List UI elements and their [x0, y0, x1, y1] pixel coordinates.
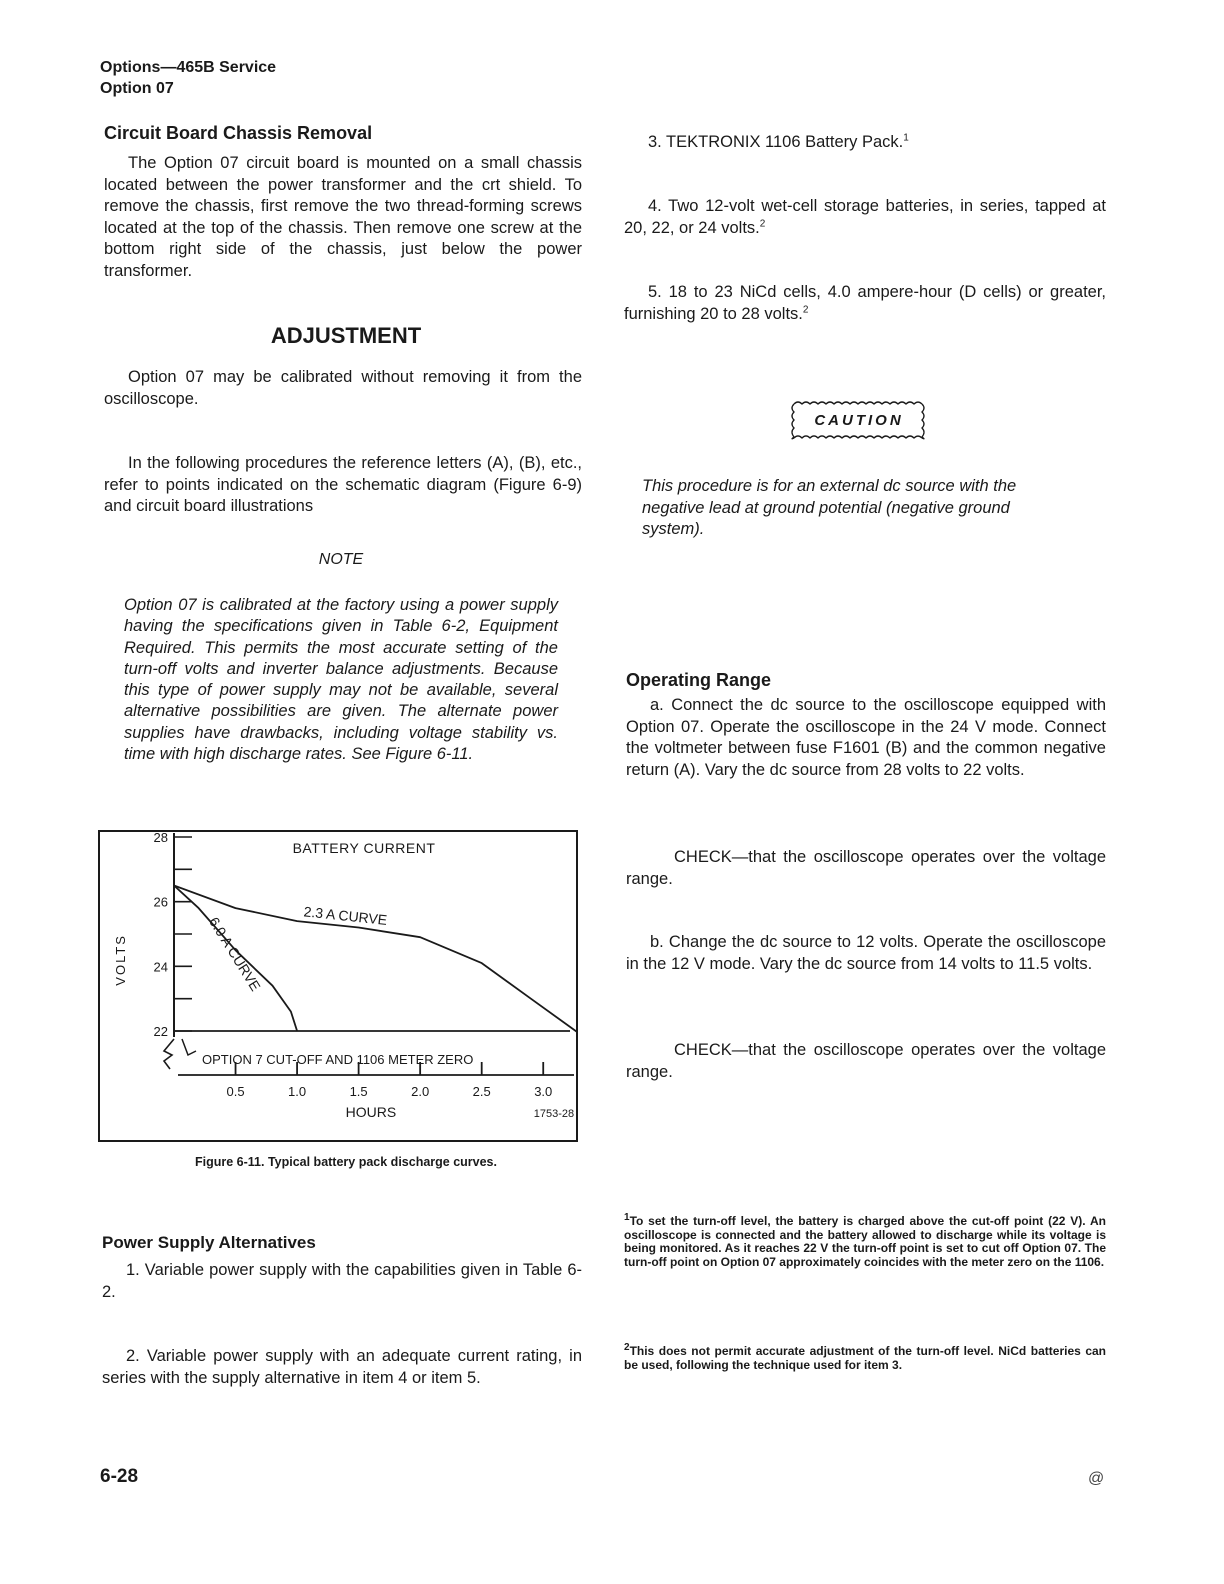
caution-label: CAUTION	[814, 412, 904, 429]
header-line-1: Options—465B Service	[100, 59, 277, 76]
figure-caption: Figure 6-11. Typical battery pack discharge curves.	[195, 1155, 497, 1169]
x-tick-label: 3.0	[534, 1084, 553, 1099]
heading-chassis-removal: Circuit Board Chassis Removal	[104, 123, 373, 143]
footnote-2-mark: 2	[624, 1342, 630, 1353]
x-tick-label: 2.5	[472, 1084, 491, 1099]
figure-id-label: 1753-28	[533, 1108, 575, 1120]
heading-power-supply-alternatives: Power Supply Alternatives	[102, 1233, 316, 1252]
x-tick-label: 1.5	[349, 1084, 368, 1099]
y-axis-label: VOLTS	[113, 934, 128, 986]
caution-box	[788, 398, 930, 444]
footnote-2-text: This does not permit accurate adjustment of the turn-off level. NiCd batteries can be used, following the technique used for item 3.	[624, 1344, 1106, 1372]
header-line-2: Option 07	[100, 80, 174, 97]
power-item-1: 1. Variable power supply with the capabilities given in Table 6-2.	[102, 1261, 582, 1301]
power-item-2: 2. Variable power supply with an adequate current rating, in series with the supply alternative in item 4 or item 5.	[102, 1347, 582, 1387]
series-label-2-3a: 2.3 A CURVE	[302, 903, 388, 928]
y-tick-label: 24	[153, 959, 168, 975]
paragraph-chassis-removal: The Option 07 circuit board is mounted on a small chassis located between the power transformer and the crt shield. To remove the chassis, first remove the two thread-forming screws located at the top of the chassis. Then remove one screw at the bottom right side of the chassis, just below the power transformer.	[104, 154, 582, 280]
power-item-4-text: 4. Two 12-volt wet-cell storage batteries, in series, tapped at 20, 22, or 24 volts.	[624, 197, 1106, 237]
page-number: 6-28	[100, 1466, 139, 1487]
footnote-1	[624, 1212, 1106, 1269]
note-title: NOTE	[318, 551, 364, 568]
footnote-2	[624, 1342, 1106, 1372]
publisher-mark: @	[1088, 1470, 1105, 1487]
paragraph-reference-letters: In the following procedures the reference letters (A), (B), etc., refer to points indicated on the schematic diagram (Figure 6-9) and circuit board illustrations	[104, 454, 582, 515]
paragraph-calibrate: Option 07 may be calibrated without removing it from the oscilloscope.	[104, 368, 582, 408]
operating-step-b: b. Change the dc source to 12 volts. Operate the oscilloscope in the 12 V mode. Vary the dc source from 14 volts to 11.5 volts.	[626, 933, 1106, 973]
x-axis-label: HOURS	[345, 1104, 397, 1120]
y-tick-label: 28	[153, 830, 168, 845]
caution-body: This procedure is for an external dc source with the negative lead at ground potential (negative ground system).	[642, 477, 1017, 538]
check-2: CHECK—that the oscilloscope operates over the voltage range.	[626, 1041, 1106, 1081]
series-label-6-0a: 6.0 A CURVE	[205, 914, 264, 994]
power-item-3	[624, 132, 1106, 154]
power-item-5-text: 5. 18 to 23 NiCd cells, 4.0 ampere-hour (D cells) or greater, furnishing 20 to 28 volts.	[624, 283, 1106, 323]
cutoff-label: OPTION 7 CUT-OFF AND 1106 METER ZERO	[202, 1052, 474, 1067]
x-tick-label: 1.0	[288, 1084, 307, 1099]
heading-operating-range: Operating Range	[626, 670, 772, 690]
y-tick-label: 26	[153, 894, 168, 910]
footnote-1-mark: 1	[624, 1212, 630, 1223]
power-item-5	[624, 282, 1106, 325]
x-tick-label: 2.0	[411, 1084, 430, 1099]
axis-break	[164, 1039, 174, 1069]
footnote-ref-2b: 2	[802, 304, 809, 315]
check-1: CHECK—that the oscilloscope operates over the voltage range.	[626, 848, 1106, 888]
power-item-4	[624, 196, 1106, 239]
note-body: Option 07 is calibrated at the factory using a power supply having the specifications given in Table 6-2, Equipment Required. This permits the most accurate setting of the turn-off volts and inverter balance adjustments. Because this type of power supply may not be available, several alternative possibilities are given. The alternate power supplies have drawbacks, including voltage stability vs. time with high discharge rates. See Figure 6-11.	[124, 596, 558, 764]
heading-adjustment: ADJUSTMENT	[270, 323, 422, 348]
running-header	[100, 57, 276, 99]
power-item-3-text: 3. TEKTRONIX 1106 Battery Pack.	[648, 133, 904, 151]
footnote-1-text: To set the turn-off level, the battery is charged above the cut-off point (22 V). An oscilloscope is connected and the battery allowed to discharge while its voltage is being monitored. As it reaches 22 V the turn-off point is set to cut off Option 07. The turn-off point on Option 07 approximately coincides with the meter zero on the 1106.	[624, 1214, 1106, 1269]
chart-title: BATTERY CURRENT	[292, 840, 436, 856]
chart-frame	[99, 831, 577, 1141]
figure-6-11-chart	[98, 830, 578, 1142]
footnote-ref-1: 1	[903, 132, 909, 144]
footnote-ref-2a: 2	[759, 218, 766, 229]
y-tick-label: 22	[153, 1024, 168, 1039]
cutoff-pointer	[182, 1039, 196, 1055]
x-tick-label: 0.5	[226, 1084, 245, 1099]
operating-step-a: a. Connect the dc source to the oscilloscope equipped with Option 07. Operate the oscilloscope in the 24 V mode. Connect the voltmeter between fuse F1601 (B) and the common negative return (A). Vary the dc source from 28 volts to 22 volts.	[626, 696, 1106, 779]
